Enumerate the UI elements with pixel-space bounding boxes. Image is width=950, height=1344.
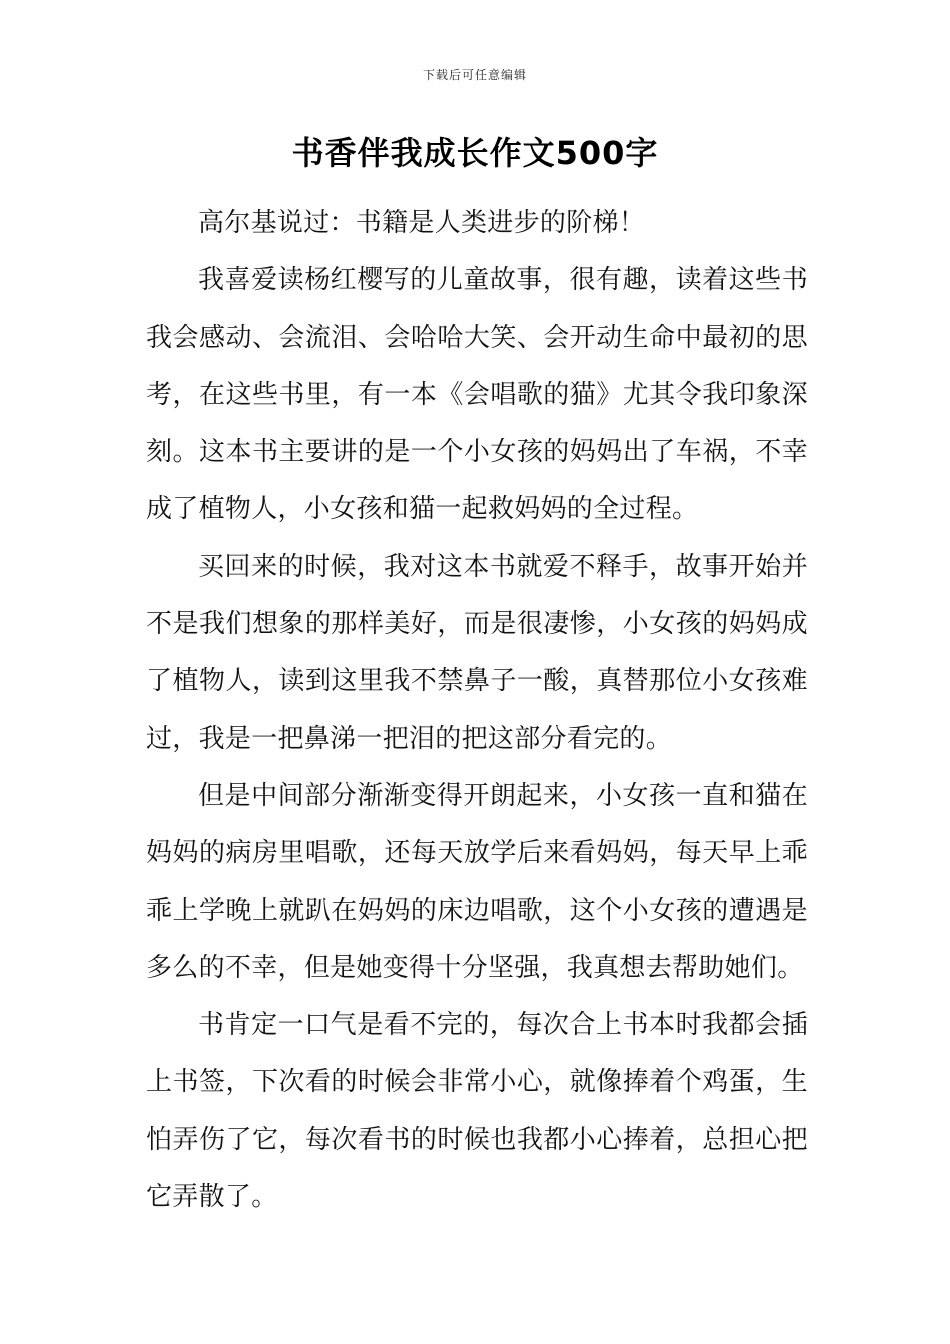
paragraph-4: 但是中间部分渐渐变得开朗起来，小女孩一直和猫在妈妈的病房里唱歌，还每天放学后来看妈妈，每天早上乖乖上学晚上就趴在妈妈的床边唱歌，这个小女孩的遭遇是多么的不幸，但是她变得十分坚强，我真想去帮助她们。 — [146, 780, 808, 983]
page-title: 书香伴我成长作文500字 — [291, 134, 659, 172]
header-note: 下载后可任意编辑 — [422, 68, 527, 82]
paragraph-1: 高尔基说过：书籍是人类进步的阶梯！ — [198, 208, 646, 238]
paragraph-5: 书肯定一口气是看不完的，每次合上书本时我都会插上书签，下次看的时候会非常小心，就像捧着个鸡蛋，生怕弄伤了它，每次看书的时候也我都小心捧着，总担心把它弄散了。 — [146, 1010, 808, 1213]
article-body — [146, 195, 808, 1226]
paragraph-2: 我喜爱读杨红樱写的儿童故事，很有趣，读着这些书我会感动、会流泪、会哈哈大笑、会开动生命中最初的思考，在这些书里，有一本《会唱歌的猫》尤其令我印象深刻。这本书主要讲的是一个小女孩的妈妈出了车祸，不幸成了植物人，小女孩和猫一起救妈妈的全过程。 — [146, 265, 808, 525]
paragraph-3: 买回来的时候，我对这本书就爱不释手，故事开始并不是我们想象的那样美好，而是很凄惨，小女孩的妈妈成了植物人，读到这里我不禁鼻子一酸，真替那位小女孩难过，我是一把鼻涕一把泪的把这部分看完的。 — [146, 551, 808, 754]
